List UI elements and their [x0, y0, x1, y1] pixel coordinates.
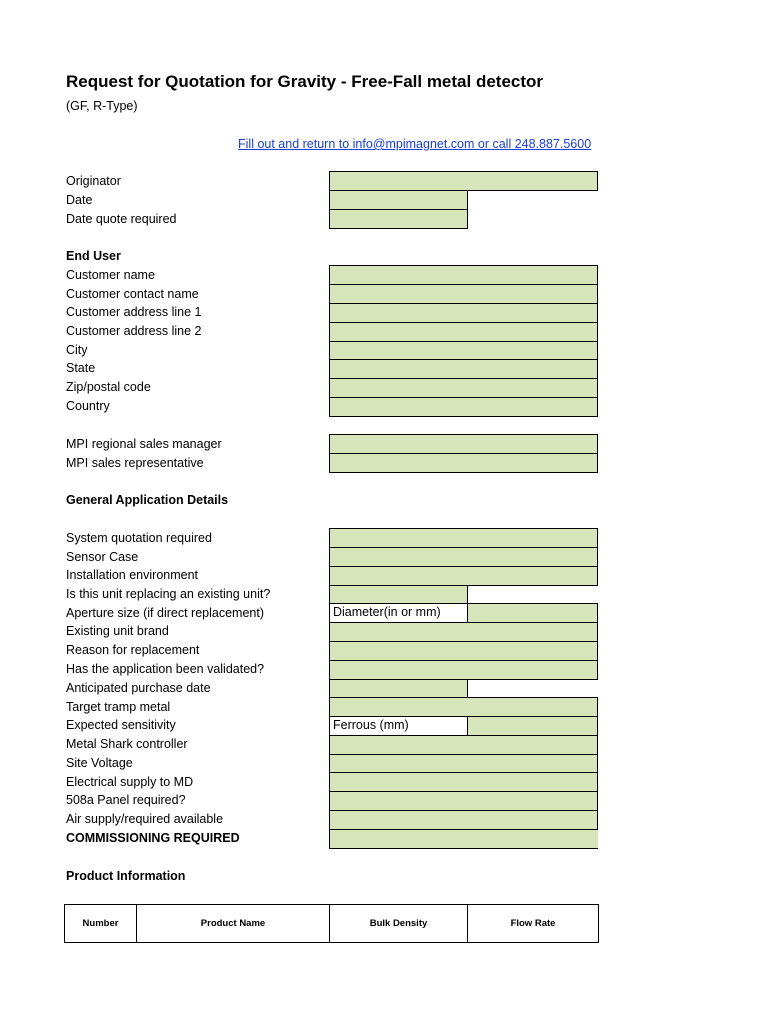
- aperture-size-field[interactable]: [467, 603, 598, 623]
- sales-rep-field[interactable]: [329, 453, 598, 473]
- site-voltage-label: Site Voltage: [66, 756, 133, 770]
- reason-replacement-label: Reason for replacement: [66, 643, 200, 657]
- panel-508a-label: 508a Panel required?: [66, 793, 186, 807]
- product-info-heading: Product Information: [66, 869, 186, 883]
- end-user-heading: End User: [66, 249, 121, 263]
- purchase-date-label: Anticipated purchase date: [66, 681, 211, 695]
- installation-environment-field[interactable]: [329, 566, 598, 586]
- air-supply-label: Air supply/required available: [66, 812, 224, 826]
- existing-brand-field[interactable]: [329, 622, 598, 642]
- validated-label: Has the application been validated?: [66, 662, 265, 676]
- city-label: City: [66, 343, 88, 357]
- replacing-existing-label: Is this unit replacing an existing unit?: [66, 587, 271, 601]
- address-line-2-label: Customer address line 2: [66, 324, 202, 338]
- column-header-flow-rate: Flow Rate: [468, 905, 599, 943]
- purchase-date-field[interactable]: [329, 679, 468, 699]
- zip-field[interactable]: [329, 378, 598, 398]
- controller-label: Metal Shark controller: [66, 737, 188, 751]
- system-quotation-label: System quotation required: [66, 531, 212, 545]
- application-heading: General Application Details: [66, 493, 229, 507]
- controller-field[interactable]: [329, 735, 598, 755]
- panel-508a-field[interactable]: [329, 791, 598, 811]
- customer-contact-field[interactable]: [329, 284, 598, 304]
- product-table: [64, 904, 599, 943]
- address-line-2-field[interactable]: [329, 322, 598, 342]
- page-subtitle: (GF, R-Type): [66, 99, 138, 113]
- city-field[interactable]: [329, 341, 598, 361]
- customer-name-field[interactable]: [329, 265, 598, 285]
- address-line-1-label: Customer address line 1: [66, 305, 202, 319]
- contact-link[interactable]: Fill out and return to info@mpimagnet.com or call 248.887.5600: [238, 137, 592, 151]
- replacing-existing-field[interactable]: [329, 585, 468, 605]
- sensor-case-label: Sensor Case: [66, 550, 139, 564]
- sales-rep-label: MPI sales representative: [66, 456, 204, 470]
- commissioning-label: COMMISSIONING REQUIRED: [66, 831, 240, 845]
- state-label: State: [66, 361, 96, 375]
- date-quote-required-label: Date quote required: [66, 212, 177, 226]
- regional-manager-label: MPI regional sales manager: [66, 437, 222, 451]
- air-supply-field[interactable]: [329, 810, 598, 830]
- date-field[interactable]: [329, 190, 468, 210]
- customer-contact-label: Customer contact name: [66, 287, 199, 301]
- target-tramp-label: Target tramp metal: [66, 700, 171, 714]
- originator-label: Originator: [66, 174, 121, 188]
- address-line-1-field[interactable]: [329, 303, 598, 323]
- aperture-diameter-label: Diameter(in or mm): [329, 603, 468, 623]
- expected-sensitivity-label: Expected sensitivity: [66, 718, 176, 732]
- electrical-supply-label: Electrical supply to MD: [66, 775, 194, 789]
- country-label: Country: [66, 399, 110, 413]
- column-header-bulk-density: Bulk Density: [330, 905, 468, 943]
- zip-label: Zip/postal code: [66, 380, 151, 394]
- existing-brand-label: Existing unit brand: [66, 624, 169, 638]
- state-field[interactable]: [329, 359, 598, 379]
- page-title: Request for Quotation for Gravity - Free-Fall metal detector: [66, 72, 544, 91]
- sensor-case-field[interactable]: [329, 547, 598, 567]
- customer-name-label: Customer name: [66, 268, 155, 282]
- commissioning-field[interactable]: [329, 829, 598, 849]
- aperture-size-label: Aperture size (if direct replacement): [66, 606, 264, 620]
- date-label: Date: [66, 193, 93, 207]
- validated-field[interactable]: [329, 660, 598, 680]
- site-voltage-field[interactable]: [329, 754, 598, 774]
- column-header-number: Number: [65, 905, 137, 943]
- column-header-product-name: Product Name: [137, 905, 330, 943]
- regional-manager-field[interactable]: [329, 434, 598, 454]
- country-field[interactable]: [329, 397, 598, 417]
- expected-sensitivity-field[interactable]: [467, 716, 598, 736]
- date-quote-required-field[interactable]: [329, 209, 468, 229]
- target-tramp-field[interactable]: [329, 697, 598, 717]
- table-header-row: [65, 905, 599, 943]
- ferrous-mm-label: Ferrous (mm): [329, 716, 468, 736]
- reason-replacement-field[interactable]: [329, 641, 598, 661]
- originator-field[interactable]: [329, 171, 598, 191]
- system-quotation-field[interactable]: [329, 528, 598, 548]
- installation-environment-label: Installation environment: [66, 568, 199, 582]
- electrical-supply-field[interactable]: [329, 772, 598, 792]
